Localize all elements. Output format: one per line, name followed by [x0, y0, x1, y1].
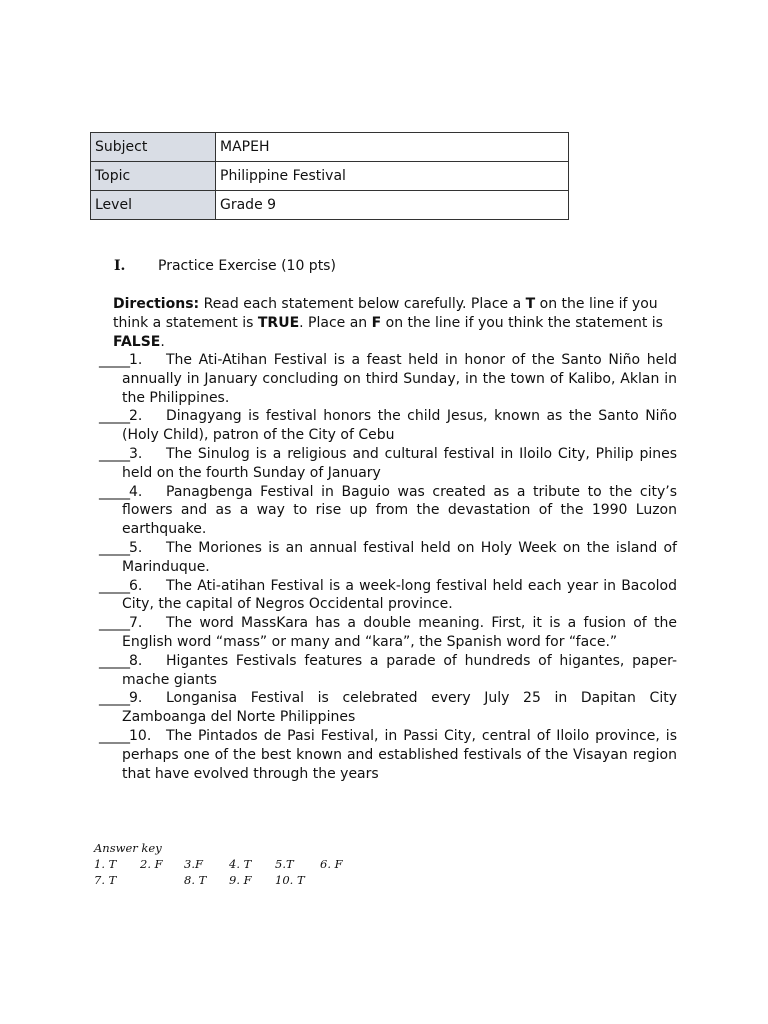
info-label: Subject — [91, 133, 216, 162]
answer-blank: _____ — [99, 615, 129, 632]
section-number: I. — [114, 258, 126, 274]
exercise-item — [99, 407, 677, 445]
item-text: Dinagyang is festival honors the child Jesus, known as the Santo Niño (Holy Child), patron of the City of Cebu — [122, 408, 677, 444]
exercise-item — [99, 652, 677, 690]
answer-blank: _____ — [99, 445, 129, 462]
section-title: Practice Exercise (10 pts) — [158, 258, 336, 274]
info-label: Topic — [91, 162, 216, 191]
directions-text: on the line if you think a statement is — [113, 296, 658, 331]
directions-label: Directions: — [113, 296, 200, 312]
exercise-item — [99, 539, 677, 577]
item-number: 6. — [129, 577, 143, 594]
info-label: Level — [91, 191, 216, 220]
info-value: Philippine Festival — [216, 162, 569, 191]
answer-key-entry: 9. F — [229, 873, 252, 887]
item-text: Panagbenga Festival in Baguio was created as a tribute to the city’s flowers and as a way to rise up from the devastation of the 1990 Luzon earthquake. — [122, 483, 677, 538]
directions-text: . Place an — [299, 315, 372, 331]
answer-blank: _____ — [99, 483, 129, 500]
answer-blank: _____ — [99, 408, 129, 425]
info-row-topic — [91, 162, 569, 191]
item-number: 5. — [129, 539, 143, 556]
answer-blank: _____ — [99, 727, 129, 744]
directions-text: . — [160, 334, 165, 350]
answer-key-entry: 2. F — [140, 857, 163, 871]
directions-f: F — [371, 315, 382, 331]
item-number: 10. — [129, 727, 152, 744]
directions-t: T — [525, 296, 536, 312]
exercise-item — [99, 483, 677, 539]
item-number: 7. — [129, 615, 143, 632]
answer-key-entry: 3.F — [184, 857, 203, 871]
exercise-item — [99, 727, 677, 783]
answer-key — [94, 840, 343, 888]
info-row-subject — [91, 133, 569, 162]
info-table — [90, 132, 569, 220]
exercise-items — [99, 351, 677, 783]
directions-text: on the line if you think the statement is — [381, 315, 663, 331]
directions-false: FALSE — [113, 334, 161, 350]
item-number: 4. — [129, 483, 143, 500]
info-value: Grade 9 — [216, 191, 569, 220]
answer-key-entry: 8. T — [184, 873, 207, 887]
item-text: The word MassKara has a double meaning. First, it is a fusion of the English word “mass” or many and “kara”, the Spanish word for “face.” — [122, 615, 677, 650]
item-number: 8. — [129, 652, 143, 669]
answer-key-entry: 5.T — [275, 857, 294, 871]
exercise-item — [99, 445, 677, 483]
directions-true: TRUE — [257, 315, 300, 331]
item-number: 9. — [129, 690, 143, 707]
item-text: The Ati-atihan Festival is a week-long festival held each year in Bacolod City, the capital of Negros Occidental province. — [122, 577, 677, 613]
item-number: 1. — [129, 352, 143, 368]
answer-key-entry: 7. T — [94, 873, 117, 887]
item-text: The Moriones is an annual festival held on Holy Week on the island of Marinduque. — [122, 539, 677, 575]
info-row-level — [91, 191, 569, 220]
answer-key-entry: 10. T — [275, 873, 305, 887]
directions — [113, 295, 678, 352]
answer-key-title: Answer key — [94, 841, 162, 855]
exercise-item — [99, 614, 677, 652]
answer-blank: _____ — [99, 690, 129, 707]
item-text: The Ati-Atihan Festival is a feast held in honor of the Santo Niño held annually in January concluding on third Sunday, in the town of Kalibo, Aklan in the Philippines. — [122, 352, 677, 406]
answer-blank: _____ — [99, 539, 129, 556]
item-text: Longanisa Festival is celebrated every July 25 in Dapitan City Zamboanga del Norte Philippines — [122, 690, 677, 726]
exercise-item — [99, 689, 677, 727]
exercise-item — [99, 351, 677, 407]
answer-key-entry: 4. T — [229, 857, 252, 871]
item-text: The Pintados de Pasi Festival, in Passi City, central of Iloilo province, is perhaps one of the best known and established festivals of the Visayan region that have evolved through the years — [122, 727, 677, 782]
answer-key-entry: 1. T — [94, 857, 117, 871]
exercise-item — [99, 577, 677, 615]
directions-text: Read each statement below carefully. Place a — [199, 296, 526, 312]
item-text: The Sinulog is a religious and cultural festival in Iloilo City, Philip pines held on the fourth Sunday of January — [122, 445, 677, 481]
answer-blank: _____ — [99, 577, 129, 594]
item-text: Higantes Festivals features a parade of hundreds of higantes, paper-mache giants — [122, 652, 677, 688]
answer-blank: _____ — [99, 652, 129, 669]
answer-key-entry: 6. F — [320, 857, 343, 871]
info-value: MAPEH — [216, 133, 569, 162]
item-number: 3. — [129, 445, 143, 462]
item-number: 2. — [129, 408, 143, 425]
answer-blank: _____ — [99, 352, 129, 368]
answer-key-row — [94, 856, 343, 872]
section-heading — [114, 258, 336, 274]
answer-key-row — [94, 872, 305, 888]
